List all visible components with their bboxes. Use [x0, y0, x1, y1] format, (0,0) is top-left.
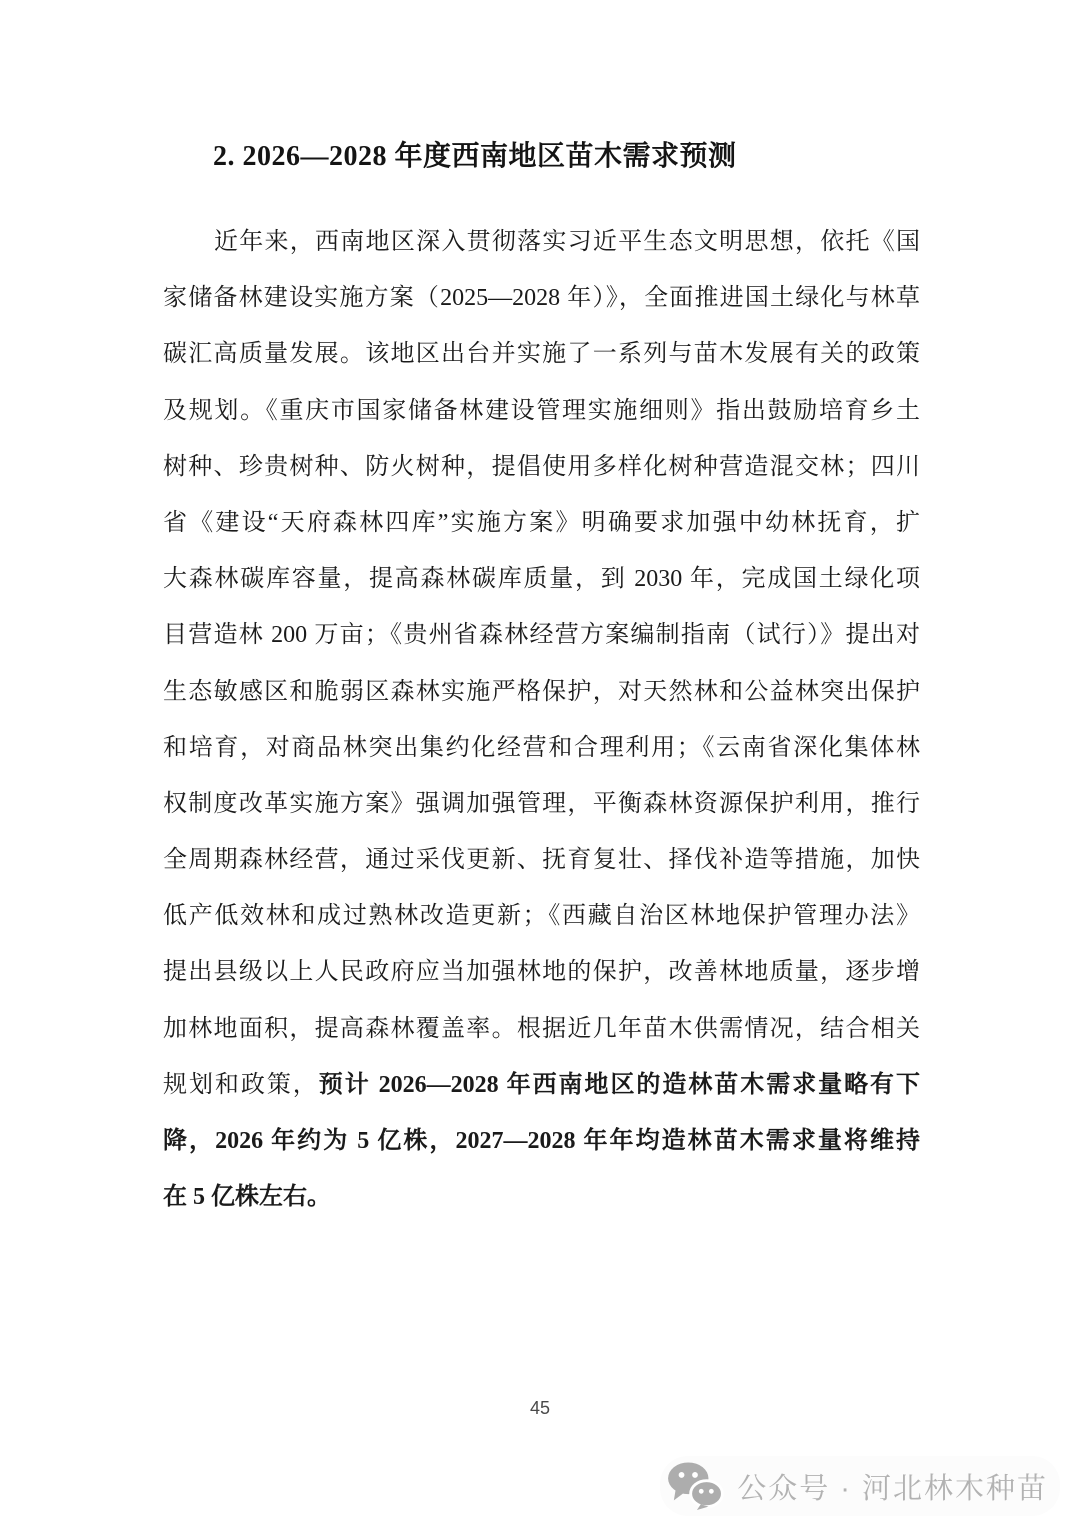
paragraph-text: 权制度改革实施方案》强调加强管理，平衡森林资源保护利用，推行 — [163, 790, 920, 817]
paragraph-line — [163, 1113, 920, 1169]
paragraph-text-bold: 在 5 亿株左右。 — [163, 1184, 331, 1211]
paragraph-line — [163, 888, 920, 944]
paragraph-text: 加林地面积，提高森林覆盖率。根据近几年苗木供需情况，结合相关 — [163, 1015, 920, 1042]
paragraph-line — [163, 832, 920, 888]
paragraph-line — [163, 1169, 920, 1225]
paragraph-text: 近年来，西南地区深入贯彻落实习近平生态文明思想，依托《国 — [214, 229, 920, 255]
paragraph-text: 生态敏感区和脆弱区森林实施严格保护，对天然林和公益林突出保护 — [163, 678, 920, 705]
page-number: 45 — [529, 1398, 551, 1418]
paragraph-text: 大森林碳库容量，提高森林碳库质量，到 2030 年，完成国土绿化项 — [163, 566, 920, 593]
paragraph-text: 树种、珍贵树种、防火树种，提倡使用多样化树种营造混交林；四川 — [163, 453, 920, 480]
paragraph-line — [163, 495, 920, 551]
body-paragraph — [163, 214, 920, 1225]
paragraph-line — [163, 607, 920, 663]
paragraph-text: 碳汇高质量发展。该地区出台并实施了一系列与苗木发展有关的政策 — [163, 341, 920, 368]
wechat-icon — [666, 1461, 724, 1511]
paragraph-line — [163, 1057, 920, 1113]
paragraph-text: 提出县级以上人民政府应当加强林地的保护，改善林地质量，逐步增 — [163, 959, 920, 986]
paragraph-line — [163, 551, 920, 607]
paragraph-text-bold: 预计 2026—2028 年西南地区的造林苗木需求量略有下 — [318, 1071, 920, 1098]
paragraph-line — [163, 439, 920, 495]
paragraph-text: 低产低效林和成过熟林改造更新；《西藏自治区林地保护管理办法》 — [163, 903, 920, 930]
paragraph-text-bold: 降，2026 年约为 5 亿株，2027—2028 年年均造林苗木需求量将维持 — [163, 1128, 920, 1154]
paragraph-text: 和培育，对商品林突出集约化经营和合理利用；《云南省深化集体林 — [163, 734, 920, 761]
watermark-text: 公众号 · 河北林木种苗 — [737, 1472, 1048, 1505]
paragraph-line — [163, 1001, 920, 1057]
paragraph-text: 全周期森林经营，通过采伐更新、抚育复壮、择伐补造等措施，加快 — [163, 847, 920, 874]
paragraph-line — [163, 326, 920, 382]
paragraph-text: 省《建设“天府森林四库”实施方案》明确要求加强中幼林抚育，扩 — [163, 509, 920, 536]
paragraph-line — [163, 383, 920, 439]
paragraph-text: 规划和政策， — [163, 1071, 319, 1098]
section-heading: 2. 2026—2028 年度西南地区苗木需求预测 — [213, 141, 737, 172]
paragraph-line — [163, 214, 920, 270]
paragraph-text: 家储备林建设实施方案（2025—2028 年）》，全面推进国土绿化与林草 — [163, 285, 920, 312]
paragraph-line — [163, 720, 920, 776]
paragraph-line — [163, 270, 920, 326]
paragraph-text: 目营造林 200 万亩；《贵州省森林经营方案编制指南（试行）》提出对 — [163, 622, 920, 649]
paragraph-line — [163, 664, 920, 720]
paragraph-line — [163, 944, 920, 1000]
paragraph-line — [163, 776, 920, 832]
paragraph-text: 及规划。《重庆市国家储备林建设管理实施细则》指出鼓励培育乡土 — [163, 397, 920, 424]
watermark — [660, 1456, 1060, 1516]
